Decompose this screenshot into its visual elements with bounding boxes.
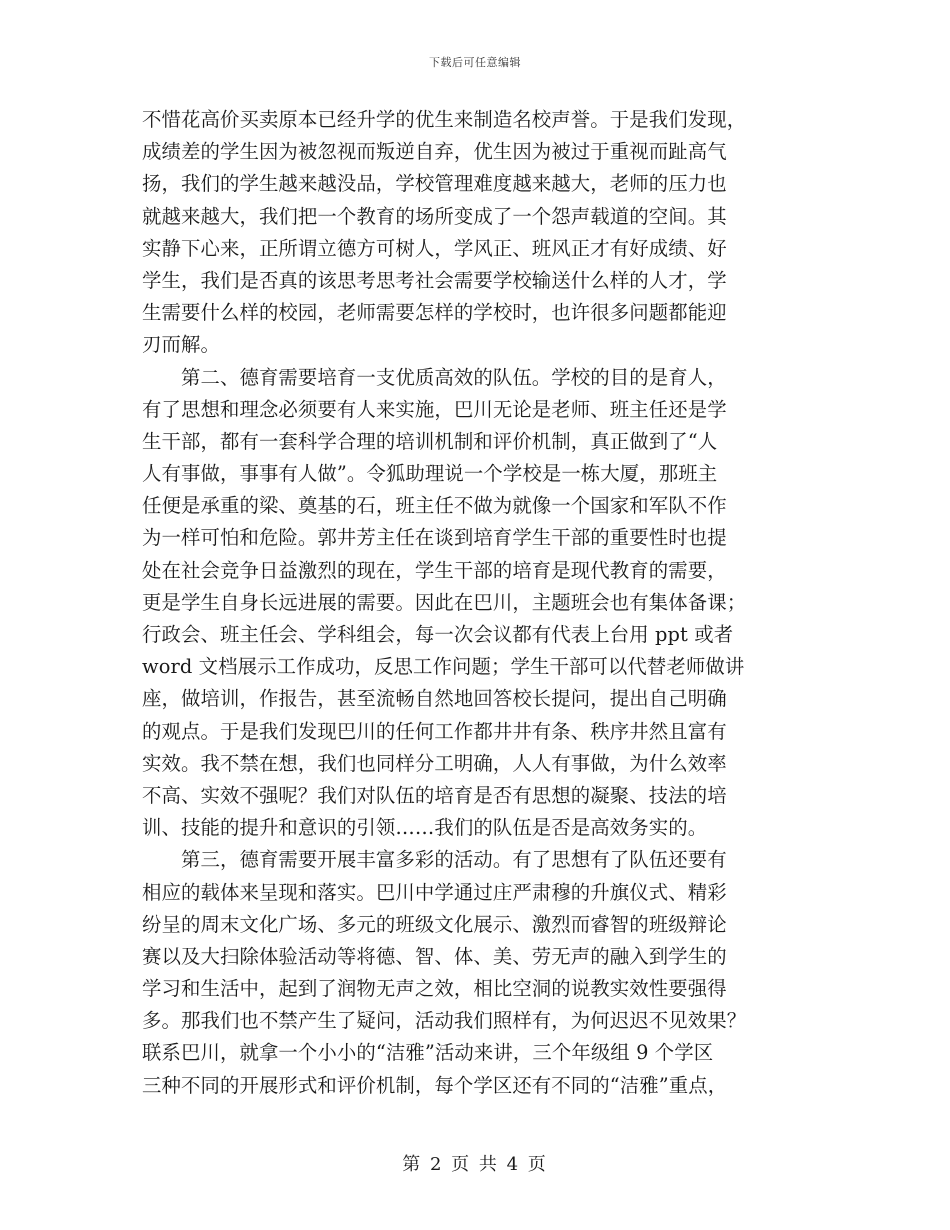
text-line: 学习和生活中，起到了润物无声之效，相比空洞的说教实效性要强得 — [142, 977, 727, 1001]
text-line: 人有事做，事事有人做”。令狐助理说一个学校是一栋大厦，那班主 — [142, 462, 718, 486]
text-line: 实静下心来，正所谓立德方可树人，学风正、班风正才有好成绩、好 — [142, 236, 727, 260]
text-line: 有了思想和理念必须要有人来实施，巴川无论是老师、班主任还是学 — [142, 397, 727, 421]
text-line: 第三，德育需要开展丰富多彩的活动。有了思想有了队伍还要有 — [142, 848, 727, 872]
text-line: 为一样可怕和危险。郭井芳主任在谈到培育学生干部的重要性时也提 — [142, 526, 727, 550]
text-line: 多。那我们也不禁产生了疑问，活动我们照样有，为何迟迟不见效果？ — [142, 1009, 747, 1033]
text-line: 刃而解。 — [142, 333, 220, 357]
text-line: 不惜花高价买卖原本已经升学的优生来制造名校声誉。于是我们发现， — [142, 108, 747, 131]
text-line: 三种不同的开展形式和评价机制，每个学区还有不同的“洁雅”重点， — [142, 1073, 728, 1097]
page-header: 下载后可任意编辑 — [429, 56, 521, 69]
text-line: 联系巴川，就拿一个小小的“洁雅”活动来讲，三个年级组 9 个学区 — [142, 1041, 714, 1065]
text-line: 不高、实效不强呢？我们对队伍的培育是否有思想的凝聚、技法的培 — [142, 783, 727, 807]
text-line: 赛以及大扫除体验活动等将德、智、体、美、劳无声的融入到学生的 — [142, 944, 727, 968]
text-line: 学生，我们是否真的该思考思考社会需要学校输送什么样的人才，学 — [142, 268, 727, 292]
text-line: 第二、德育需要培育一支优质高效的队伍。学校的目的是育人， — [142, 365, 727, 389]
text-line: 生干部，都有一套科学合理的培训机制和评价机制，真正做到了“人 — [142, 429, 718, 453]
text-line: 相应的载体来呈现和落实。巴川中学通过庄严肃穆的升旗仪式、精彩 — [142, 880, 727, 904]
text-line: 更是学生自身长远进展的需要。因此在巴川，主题班会也有集体备课； — [142, 590, 747, 614]
text-line: 成绩差的学生因为被忽视而叛逆自弃，优生因为被过于重视而趾高气 — [142, 140, 727, 164]
text-line: 行政会、班主任会、学科组会，每一次会议都有代表上台用 ppt 或者 — [142, 623, 734, 646]
text-line: 生需要什么样的校园，老师需要怎样的学校时，也许很多问题都能迎 — [142, 301, 727, 325]
page-footer: 第 2 页 共 4 页 — [402, 1154, 548, 1175]
text-line: 纷呈的周末文化广场、多元的班级文化展示、激烈而睿智的班级辩论 — [142, 912, 727, 936]
text-line: 处在社会竞争日益激烈的现在，学生干部的培育是现代教育的需要， — [142, 558, 727, 582]
text-line: word 文档展示工作成功，反思工作问题；学生干部可以代替老师做讲 — [142, 655, 745, 679]
text-line: 训、技能的提升和意识的引领……我们的队伍是否是高效务实的。 — [142, 816, 708, 840]
text-line: 实效。我不禁在想，我们也同样分工明确，人人有事做，为什么效率 — [142, 751, 727, 775]
text-line: 的观点。于是我们发现巴川的任何工作都井井有条、秩序井然且富有 — [142, 719, 727, 743]
text-line: 就越来越大，我们把一个教育的场所变成了一个怨声载道的空间。其 — [142, 204, 727, 228]
body-text — [142, 104, 814, 1102]
text-line: 任便是承重的梁、奠基的石，班主任不做为就像一个国家和军队不作 — [142, 494, 727, 518]
text-line: 扬，我们的学生越来越没品，学校管理难度越来越大，老师的压力也 — [142, 172, 727, 196]
text-line: 座，做培训，作报告，甚至流畅自然地回答校长提问，提出自己明确 — [142, 687, 727, 711]
